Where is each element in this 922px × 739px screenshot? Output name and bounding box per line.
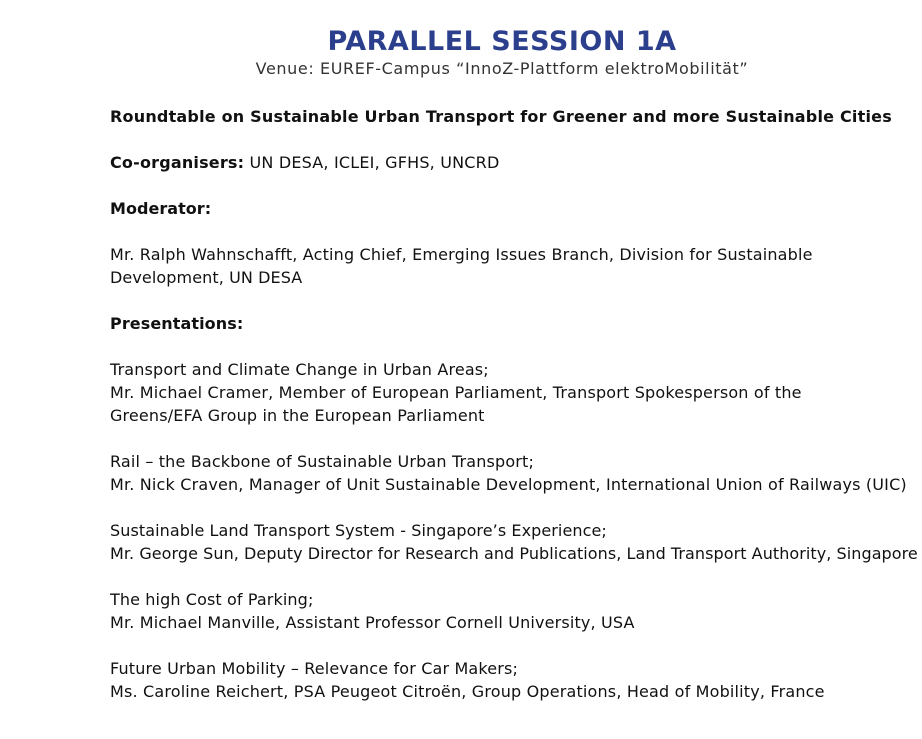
presentation-speaker: Mr. Nick Craven, Manager of Unit Sustainable Development, International Union of Railways (UIC) [110,475,907,494]
presentation-item [110,358,922,427]
moderator-line-1: Mr. Ralph Wahnschafft, Acting Chief, Emerging Issues Branch, Division for Sustainable [110,245,813,264]
moderator-details [110,243,922,289]
presentation-title: Future Urban Mobility – Relevance for Car Makers; [110,659,518,678]
presentation-speaker: Mr. Michael Manville, Assistant Professor Cornell University, USA [110,613,635,632]
presentation-speaker-cont: Greens/EFA Group in the European Parliament [110,406,485,425]
presentation-title: Rail – the Backbone of Sustainable Urban Transport; [110,452,534,471]
venue-line: Venue: EUREF-Campus “InnoZ-Plattform elektroMobilität” [255,59,749,78]
presentation-title: Sustainable Land Transport System - Singapore’s Experience; [110,521,607,540]
presentation-speaker: Mr. Michael Cramer, Member of European Parliament, Transport Spokesperson of the [110,383,802,402]
session-body [110,105,922,726]
presentation-speaker: Ms. Caroline Reichert, PSA Peugeot Citroën, Group Operations, Head of Mobility, France [110,682,825,701]
moderator-line-2: Development, UN DESA [110,268,303,287]
coorganisers-label: Co-organisers: [110,153,245,172]
roundtable-title: Roundtable on Sustainable Urban Transport for Greener and more Sustainable Cities [110,107,892,126]
presentation-title: Transport and Climate Change in Urban Areas; [110,360,489,379]
presentation-item [110,588,922,634]
coorganisers-value: UN DESA, ICLEI, GFHS, UNCRD [244,153,500,172]
presentations-label: Presentations: [110,314,244,333]
presentation-title: The high Cost of Parking; [110,590,314,609]
moderator-label: Moderator: [110,199,212,218]
coorganisers [110,151,922,174]
presentation-item [110,450,922,496]
presentation-item [110,519,922,565]
session-header [0,24,922,78]
presentation-item [110,657,922,703]
session-title: PARALLEL SESSION 1A [327,26,677,57]
presentation-speaker: Mr. George Sun, Deputy Director for Research and Publications, Land Transport Authority, Singapore [110,544,918,563]
